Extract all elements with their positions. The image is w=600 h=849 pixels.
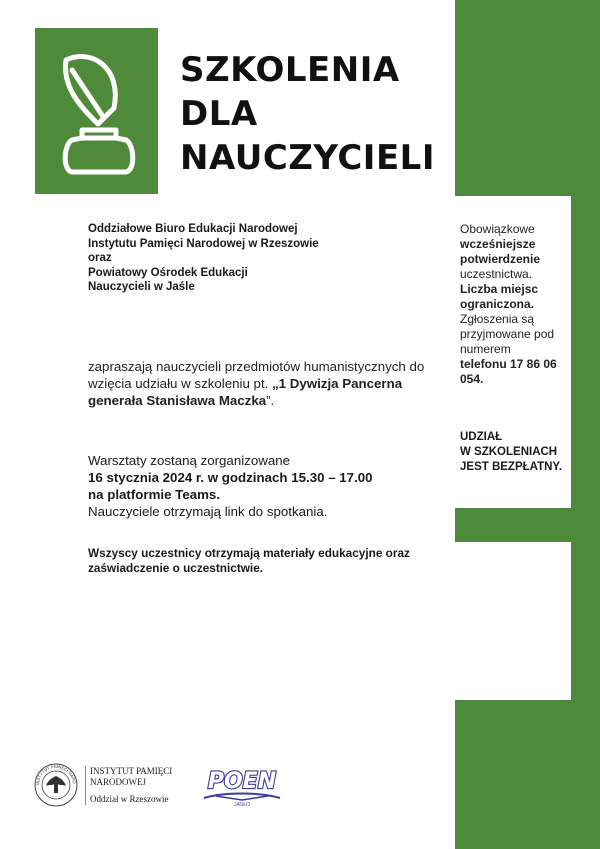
- workshop-datetime: 16 stycznia 2024 r. w godzinach 15.30 – 17.00: [88, 470, 373, 485]
- organizer-line: Instytutu Pamięci Narodowej w Rzeszowie: [88, 237, 319, 250]
- eagle-seal-icon: [33, 762, 79, 808]
- title-line-2: DLA: [180, 94, 258, 134]
- ipn-logo: [33, 762, 172, 808]
- ipn-text: [85, 766, 172, 805]
- workshop-platform: na platformie Teams.: [88, 487, 221, 502]
- free-line: JEST BEZPŁATNY.: [460, 461, 563, 473]
- organizer-line: oraz: [88, 252, 112, 264]
- organizers-block: [88, 222, 319, 295]
- ipn-name-line: NARODOWEJ: [90, 776, 146, 787]
- workshop-intro: Warsztaty zostaną zorganizowane: [88, 453, 291, 468]
- workshop-link-note: Nauczyciele otrzymają link do spotkania.: [88, 504, 328, 519]
- title-line-3: NAUCZYCIELI: [180, 138, 435, 178]
- poen-sub-text: JASŁO: [234, 802, 250, 808]
- sidebar-text: Obowiązkowe: [460, 222, 535, 236]
- pen-ink-icon: [52, 48, 140, 178]
- free-participation-note: [460, 430, 568, 475]
- materials-note: Wszyscy uczestnicy otrzymają materiały edukacyjne oraz zaświadczenie o uczestnictwie.: [88, 546, 410, 575]
- ipn-name-line: INSTYTUT PAMIĘCI: [90, 765, 173, 776]
- workshop-info: [88, 452, 433, 520]
- invitation-tail: ”.: [266, 393, 275, 408]
- sidebar-text: Zgłoszenia są przyjmowane pod numerem: [460, 312, 555, 356]
- free-line: UDZIAŁ: [460, 431, 503, 443]
- right-green-panel-bottom: [455, 700, 600, 849]
- registration-info: [460, 222, 568, 387]
- organizer-line: Oddziałowe Biuro Edukacji Narodowej: [88, 223, 298, 235]
- poen-logo-text: POEN: [207, 769, 277, 794]
- title-line-1: SZKOLENIA: [180, 50, 400, 90]
- sidebar-text: uczestnictwa.: [460, 267, 533, 281]
- phone-number: telefonu 17 86 06 054.: [460, 357, 557, 386]
- right-green-divider: [455, 508, 600, 542]
- seal-text: INSTYTUT PAMIĘCI NARO: [34, 763, 77, 786]
- invitation-lead: zapraszają nauczycieli przedmiotów humanistycznych do wzięcia udziału w szkoleniu pt.: [88, 359, 425, 391]
- page-title: [180, 48, 435, 180]
- organizer-line: Nauczycieli w Jaśle: [88, 281, 195, 293]
- sidebar-text: wcześniejsze potwierdzenie: [460, 237, 541, 266]
- right-green-panel-top: [455, 0, 600, 196]
- poen-logo-icon: [194, 764, 290, 808]
- right-blank-box: [455, 542, 571, 700]
- ipn-branch: Oddział w Rzeszowie: [90, 793, 169, 804]
- invitation-text: [88, 358, 433, 409]
- organizer-line: Powiatowy Ośrodek Edukacji: [88, 266, 248, 279]
- course-title: „1 Dywizja Pancerna generała Stanisława Maczka: [88, 376, 403, 408]
- sidebar-text: Liczba miejsc ograniczona.: [460, 282, 539, 311]
- free-line: W SZKOLENIACH: [460, 446, 558, 458]
